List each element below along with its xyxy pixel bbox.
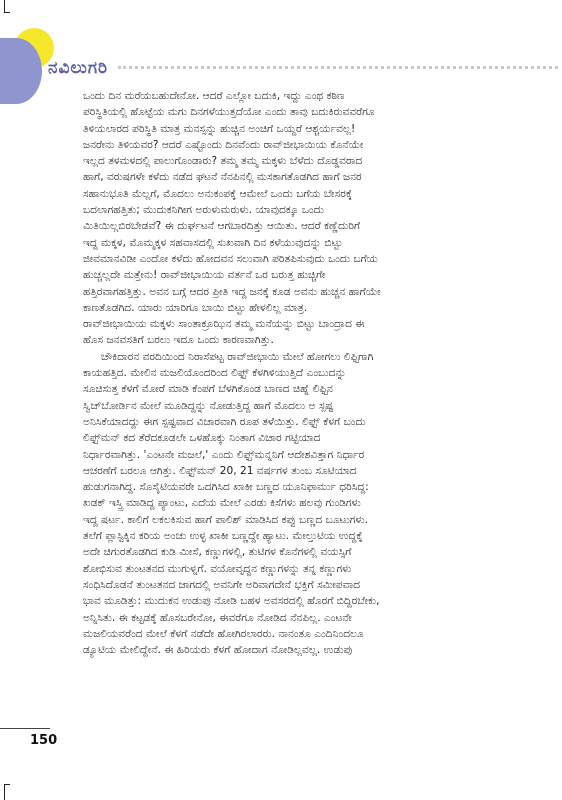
text-line: ಸ್ವಿಚ್‌ಬೋರ್ಡಿನ ಮೇಲೆ ಮೂಡಿದ್ದನ್ನು ನೋಡುತ್ತಿದ್ದ ಹಾಗೆ ಮೊದಲು ಅ ಸ್ಪಷ್ಟ [83, 399, 334, 412]
text-line: ತಿಳಿಯಲಾರದ ಪರಿಸ್ಥಿತಿ ಮಾತ್ರ ಮನಸ್ಸನ್ನು ಹುಚ್ಚಿನ ಅಂಚಿಗೆ ಒಯ್ದರೆ ಆಶ್ಚರ್ಯವಲ್ಲ! [83, 122, 356, 135]
text-line: ಮಿತಿಯಿಲ್ಲಬಿರಬೇಡವೆ? ಈ ದುರ್ಘಟನೆ ಆಗಬಾರದಿತ್ತು ಆಯಿತು. ಆದರೆ ಕಣ್ಣೆದುರಿಗೆ [83, 220, 361, 233]
text-line: ಶೋಭಿಸುವ ತುಂಟತನದ ಮುಗುಳ್ನಗೆ. ವಯೋವೃದ್ಧನ ಕಣ್ಣುಗಳನ್ನು ತನ್ನ ಕಣ್ಣುಗಳು [83, 562, 352, 575]
text-line: ಅದೇ ಚಿಗುರತೊಡಗಿದ ಕುಡಿ ಮೀಸೆ, ಕಣ್ಣುಗಳಲ್ಲಿ, ತುಟಿಗಳ ಕೊನೆಗಳಲ್ಲಿ ವಯಸ್ಸಿಗೆ [83, 546, 352, 559]
text-line: ಪರಿಸ್ಥಿತಿಯಲ್ಲಿ ಹೊಟ್ಟೆಯ ಮಗು ದಿನಗಳೆಯುತ್ತದೆಯೋ ಎಂದು ತಾವು ಬದುಕಿರುವವರೆಗೂ [83, 106, 375, 119]
text-line: ಡ್ಯೂಟಿಯ ಮೇಲಿದ್ದೇನೆ. ಈ ಹಿರಿಯರು ಕೆಳಗೆ ಹೋದಾಗ ನೋಡಿಲ್ಲವಲ್ಲ. ಉಡುಪು [83, 644, 353, 657]
text-line: ಸೂಚಿಸುತ್ತ ಕೆಳಗೆ ಮೋರೆ ಮಾಡಿ ಕೆಂಪಗೆ ಬೆಳಗಿಕೊಂಡ ಬಾಣದ ಚಿಹ್ನೆ ಲಿಫ್ಟಿನ [83, 383, 333, 396]
text-line: ಜನರೇನು ತಿಳಿಯವರ? ಆದರೆ ಎಷ್ಟೊಂದು ದಿನವೆಂದು ರಾವ್‌ಜೀಭಾಯಿಯ ಕೊನೆಯೇ [83, 138, 364, 151]
text-line: ಅನಿಸಿಕೆಯಾದದ್ದು ಈಗ ಸ್ಪಷ್ಟವಾದ ವಿಚಾರವಾಗಿ ರೂಪ ತಳೆಯಿತ್ತು. ಲಿಫ್ಟ್ ಕೆಳಗೆ ಬಂದು [83, 415, 366, 428]
text-line: ಸಂಧಿಸಿದೊಡನೆ ತುಂಟತನದ ಜಾಗದಲ್ಲಿ ಅವನಿಗೇ ಅರಿವಾಗದೇನೆ ಭಕ್ತಿಗೆ ಸಮೀಪವಾದ [83, 578, 361, 591]
text-line: ಹತ್ತಿರವಾಗಹತ್ತಿತ್ತು. ಅವನ ಬಗ್ಗೆ ಆದರ ಪ್ರೀತಿ ಇದ್ದ ಜನಕ್ಕೆ ಕೂಡ ಅವನು ಹುಚ್ಚನ ಹಾಗೆಯೇ [83, 285, 381, 298]
crop-mark-top-left-v [4, 0, 5, 12]
text-line: ಜೀವಮಾನವಿಡೀ ಎಂದೋ ಕಳೆದು ಹೋದವನ ಸಲುವಾಗಿ ಪರಿತಪಿಸುವುದು ಒಂದು ಬಗೆಯ [83, 252, 378, 265]
text-line: ನಿರ್ಧಾರವಾಗಿತ್ತು. 'ಎಂಟನೇ ಮಜಲೆ,' ಎಂದು ಲಿಫ್ಟ್‌ಮನ್ನನಿಗೆ ಆದೇಶವಿತ್ತಾಗ ನಿರ್ಧಾರ [83, 448, 365, 461]
text-line: ಕಾಯಹತ್ತಿದ. ಮೇಲಿನ ಮಜಲಿಯೊಂದರಿಂದ ಲಿಫ್ಟ್ ಕೆಳಗಿಳಿಯುತ್ತಿದೆ ಎಂಬುದನ್ನು [83, 367, 347, 380]
text-line: ಅನ್ನಿಸಿತು. ಈ ಕಟ್ಟಡಕ್ಕೆ ಹೊಸಬರೇನೋ, ಈವರೆಗೂ ನೋಡಿದ ನೆನಪಿಲ್ಲ. ಎಂಟನೇ [83, 611, 352, 624]
crop-mark-bottom-left-h [4, 784, 10, 785]
text-line: ಖಡಕ್ ಇಸ್ತ್ರಿ ಮಾಡಿದ್ದ ಪ್ಯಾಂಟು, ಎದೆಯ ಮೇಲೆ ಎರಡು ಕಿಸೆಗಳು ಹಲವು ಗುಂಡಿಗಳು [83, 497, 361, 510]
text-line: ಆಚರಣೆಗೆ ಬರಲೂ ಆಗಿತ್ತು. ಲಿಫ್ಟ್‌ಮನ್ 20, 21 ವರ್ಷಗಳ ತುಂಬ ಸೂಟಿಯಾದ [83, 464, 357, 477]
text-line: ಹಾಗೆ, ವರುಷಗಳೇ ಕಳೆದು ನಡೆದ ಘಟನೆ ನೆನಪಿನಲ್ಲಿ ಮಸಕಾಗತೊಡಗಿದ ಹಾಗೆ ಜನರ [83, 171, 362, 184]
text-line: ಸಹಾನುಭೂತಿ ಮೆಲ್ಲಗೆ, ಮೊದಲು ಅನುಕಂಪಕ್ಕೆ ಆಮೇಲೆ ಒಂದು ಬಗೆಯ ಬೇಸರಕ್ಕೆ [83, 187, 353, 200]
page-number-rule [0, 728, 50, 729]
text-line: ಹೊಸ ಜನವಸತಿಗೆ ಬರಲು ಇದೂ ಒಂದು ಕಾರಣವಾಗಿತ್ತು. [83, 334, 274, 347]
crop-mark-top-left-h [4, 12, 10, 13]
text-line: ರಾವ್‌ಜೀಭಾಯಿಯ ಮಕ್ಕಳು ಸಾಂತಾಕ್ರೂಝಿನ ತಮ್ಮ ಮನೆಯನ್ನು ಬಿಟ್ಟು ಬಾಂದ್ರಾದ ಈ [83, 318, 365, 331]
text-line: ಇದ್ದ ಮಕ್ಕಳ, ಮೊಮ್ಮಕ್ಕಳ ಸಹವಾಸದಲ್ಲಿ ಸುಖವಾಗಿ ದಿನ ಕಳೆಯುವುದನ್ನು ಬಿಟ್ಟು [83, 236, 343, 249]
crop-mark-bottom-left-v [4, 784, 5, 800]
section-title: ನವಿಲುಗರಿ [48, 58, 109, 78]
dotted-header-rule [118, 66, 558, 69]
text-line: ಹುಡುಗನಾಗಿದ್ದ. ಸೊಸೈಟಿಯವರೇ ಒದಗಿಸಿದ ಖಾಕೀ ಬಣ್ಣದ ಯೂನಿಫಾರ್ಮು ಧರಿಸಿದ್ದ: [83, 481, 369, 494]
text-line: ಇಲ್ಲದ ತಳಮಳದಲ್ಲಿ ಪಾಲುಗೊಂಡಾರು? ತಮ್ಮ ತಮ್ಮ ಮಕ್ಕಳು ಬೆಳೆದು ದೊಡ್ಡವರಾದ [83, 155, 363, 168]
text-line: ಕಾಣತೊಡಗಿದ. ಯಾರು ಯಾರಿಗೂ ಬಾಯಿ ಬಿಟ್ಟು ಹೇಳಲಿಲ್ಲ ಮಾತ್ರ. [83, 301, 308, 314]
text-line: ಭಾವ ಮೂಡಿತ್ತು: ಮುದುಕನ ಉಡುಪು ನೋಡಿ ಬಹಳ ಅವಸರದಲ್ಲಿ ಹೊರಗೆ ಬಿದ್ದಿರಬೇಕು, [83, 595, 380, 608]
text-line: ಲಿಫ್ಟ್‌ಮನ್ ಕದ ತೆರೆದಕೂಡಲೇ ಒಳಹೊಕ್ಕು ನಿಂತಾಗ ವಿಚಾರ ಗಟ್ಟಿಯಾದ [83, 432, 321, 445]
text-line: ಬದಲಾಗಹತ್ತಿತು; ಮುದುಕನಿಗೀಗ ಅರುಳುಮರುಳು. ಯಾವುದಕ್ಕೂ ಒಂದು [83, 204, 324, 217]
text-line: ಮಜಲಿಯವರೆಂದ ಮೇಲೆ ಕೆಳಗೆ ನಡೆದೇ ಹೋಗಿರಲಾರರು. ನಾನಂತೂ ಎಂದಿನಿಂದಲೂ [83, 627, 364, 640]
text-line: ಒಂದು ದಿನ ಮರೆಯಬಹುದೇನೋ. ಆದರೆ ಎಲ್ಲೋ ಬದುಕಿ, ಇದ್ದು ಎಂಥ ಕಠಿಣ [83, 90, 345, 102]
text-line: ಚೌಕಿದಾರನ ವರದಿಯಿಂದ ನಿರಾಸೆಪಟ್ಟ ರಾವ್‌ಜೀಭಾಯಿ ಮೇಲೆ ಹೋಗಲು ಲಿಫ್ಟಿಗಾಗಿ [101, 350, 374, 363]
body-text [83, 88, 535, 658]
text-line: ತಲೆಗೆ ಪ್ಲಾಸ್ಟಿಕ್ಕಿನ ಕರಿಯ ಅಂಚು ಉಳ್ಳ ಖಾಕೀ ಬಣ್ಣದ್ದೇ ಹ್ಯಾಟು. ಮೇಲ್ತುಟಿಯ ಉದ್ದಕ್ಕೆ [83, 530, 363, 543]
text-line: ಹುಚ್ಚಲ್ಲದೇ ಮತ್ತೇನು! ರಾವ್‌ಜೀಭಾಯಿಯ ವರ್ತನೆ ಒರ ಬರುತ್ತ ಹುಚ್ಚಿಗೇ [83, 269, 326, 282]
page-number: 150 [30, 733, 58, 748]
text-line: ಇದ್ದ ಷರ್ಟ. ಕಾಲಿಗೆ ಲಕಲಕಿಸುವ ಹಾಗೆ ಪಾಲಿಶ್ ಮಾಡಿಸಿದ ಕಪ್ಪು ಬಣ್ಣದ ಬೂಟುಗಳು. [83, 513, 369, 526]
